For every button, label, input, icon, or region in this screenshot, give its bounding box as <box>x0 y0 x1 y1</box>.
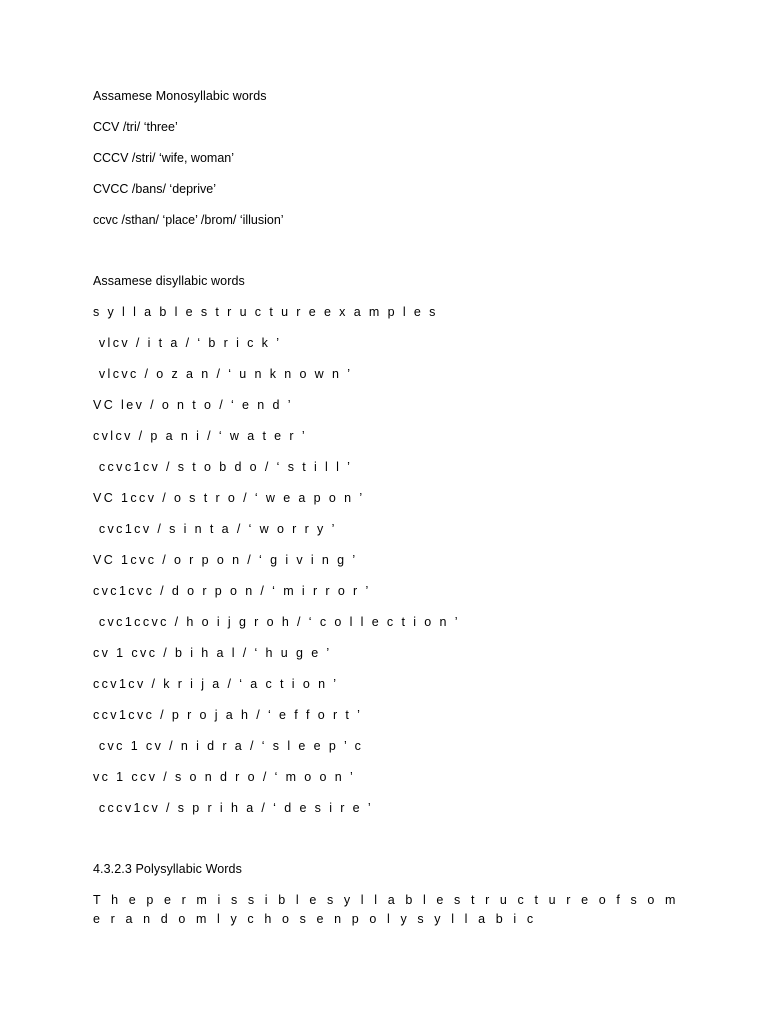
disyllabic-line: cvc 1 cv / n i d r a / ‘ s l e e p ’ c <box>93 739 364 753</box>
disyllabic-line: vlcv / i t a / ‘ b r i c k ’ <box>93 336 282 350</box>
polysyllabic-heading: 4.3.2.3 Polysyllabic Words <box>93 862 242 876</box>
disyllabic-heading: Assamese disyllabic words <box>93 274 245 288</box>
monosyllabic-line: CCV /tri/ ‘three’ <box>93 120 178 134</box>
disyllabic-line: vc 1 ccv / s o n d r o / ‘ m o o n ’ <box>93 770 356 784</box>
polysyllabic-body: T h e p e r m i s s i b l e s y l l a b l e s t r u c t u r e o f s o m e r a n d o m l y c h o s e n p o l y s y l l a b i c <box>93 893 680 926</box>
disyllabic-line: cv 1 cvc / b i h a l / ‘ h u g e ’ <box>93 646 332 660</box>
disyllabic-line: cvlcv / p a n i / ‘ w a t e r ’ <box>93 429 308 443</box>
disyllabic-line: ccv1cvc / p r o j a h / ‘ e f f o r t ’ <box>93 708 363 722</box>
disyllabic-line: ccvc1cv / s t o b d o / ‘ s t i l l ’ <box>93 460 353 474</box>
disyllabic-line: cccv1cv / s p r i h a / ‘ d e s i r e ’ <box>93 801 374 815</box>
disyllabic-line: vlcvc / o z a n / ‘ u n k n o w n ’ <box>93 367 353 381</box>
disyllabic-line: VC 1ccv / o s t r o / ‘ w e a p o n ’ <box>93 491 365 505</box>
monosyllabic-heading: Assamese Monosyllabic words <box>93 89 267 103</box>
monosyllabic-line: ccvc /sthan/ ‘place’ /brom/ ‘illusion’ <box>93 213 284 227</box>
monosyllabic-line: CVCC /bans/ ‘deprive’ <box>93 182 216 196</box>
disyllabic-line: VC lev / o n t o / ‘ e n d ’ <box>93 398 293 412</box>
disyllabic-line: VC 1cvc / o r p o n / ‘ g i v i n g ’ <box>93 553 358 567</box>
disyllabic-subheading: s y l l a b l e s t r u c t u r e e x a m p l e s <box>93 305 438 319</box>
disyllabic-line: cvc1cv / s i n t a / ‘ w o r r y ’ <box>93 522 337 536</box>
disyllabic-line: cvc1ccvc / h o i j g r o h / ‘ c o l l e c t i o n ’ <box>93 615 460 629</box>
disyllabic-line: cvc1cvc / d o r p o n / ‘ m i r r o r ’ <box>93 584 371 598</box>
monosyllabic-line: CCCV /stri/ ‘wife, woman’ <box>93 151 234 165</box>
disyllabic-line: ccv1cv / k r i j a / ‘ a c t i o n ’ <box>93 677 339 691</box>
